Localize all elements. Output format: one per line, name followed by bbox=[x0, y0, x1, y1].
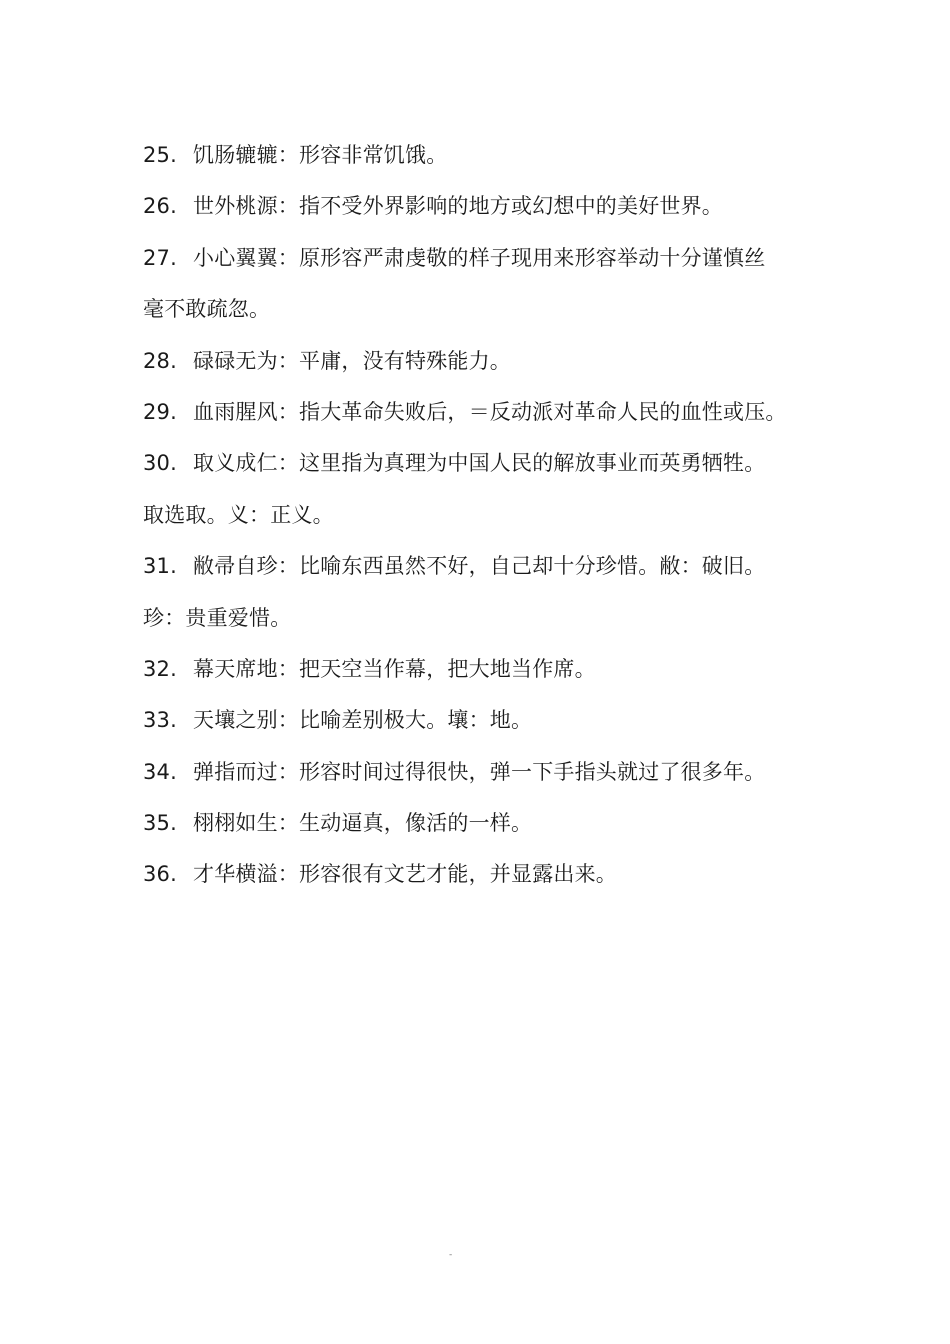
item-number: 33. bbox=[143, 708, 177, 733]
item-number: 25. bbox=[143, 143, 177, 167]
item-text: 小心翼翼：原形容严肃虔敬的样子现用来形容举动十分谨慎丝 bbox=[193, 245, 766, 270]
item-text: 栩栩如生：生动逼真，像活的一样。 bbox=[193, 811, 533, 836]
item-text: 才华横溢：形容很有文艺才能，并显露出来。 bbox=[193, 862, 617, 887]
item-text: 幕天席地：把天空当作幕，把大地当作席。 bbox=[193, 656, 596, 681]
item-text: 世外桃源：指不受外界影响的地方或幻想中的美好世界。 bbox=[193, 194, 723, 219]
list-item bbox=[143, 336, 813, 387]
item-number: 34. bbox=[143, 759, 177, 784]
list-item bbox=[143, 849, 813, 900]
item-number: 35. bbox=[143, 811, 177, 836]
list-item-continuation bbox=[143, 593, 813, 644]
item-number: 31. bbox=[143, 554, 177, 579]
item-text: 取义成仁：这里指为真理为中国人民的解放事业而英勇牺牲。 bbox=[193, 451, 766, 476]
list-item bbox=[143, 644, 813, 695]
item-number: 26. bbox=[143, 194, 177, 219]
item-text: 饥肠辘辘：形容非常饥饿。 bbox=[193, 143, 448, 167]
item-text: 取选取。义：正义。 bbox=[143, 502, 334, 527]
item-number: 27. bbox=[143, 245, 177, 270]
page-footer-mark: - bbox=[449, 1250, 453, 1260]
list-item bbox=[143, 130, 813, 181]
list-item bbox=[143, 181, 813, 232]
list-item bbox=[143, 233, 813, 284]
list-item-continuation bbox=[143, 284, 813, 335]
item-text: 敝帚自珍：比喻东西虽然不好，自己却十分珍惜。敝：破旧。 bbox=[193, 554, 766, 579]
item-text: 弹指而过：形容时间过得很快，弹一下手指头就过了很多年。 bbox=[193, 759, 766, 784]
item-number: 36. bbox=[143, 862, 177, 887]
item-number: 32. bbox=[143, 656, 177, 681]
list-item bbox=[143, 695, 813, 746]
list-item bbox=[143, 387, 813, 438]
item-text: 碌碌无为：平庸，没有特殊能力。 bbox=[193, 348, 511, 373]
item-text: 天壤之别：比喻差别极大。壤：地。 bbox=[193, 708, 533, 733]
list-item bbox=[143, 747, 813, 798]
list-item bbox=[143, 798, 813, 849]
list-item bbox=[143, 541, 813, 592]
item-number: 29. bbox=[143, 399, 177, 424]
idiom-list bbox=[143, 130, 813, 901]
list-item bbox=[143, 438, 813, 489]
list-item-continuation bbox=[143, 490, 813, 541]
item-text: 毫不敢疏忽。 bbox=[143, 297, 271, 322]
item-number: 30. bbox=[143, 451, 177, 476]
item-text: 血雨腥风：指大革命失败后，＝反动派对革命人民的血性或压。 bbox=[193, 399, 787, 424]
item-text: 珍：贵重爱惜。 bbox=[143, 605, 292, 630]
item-number: 28. bbox=[143, 348, 177, 373]
